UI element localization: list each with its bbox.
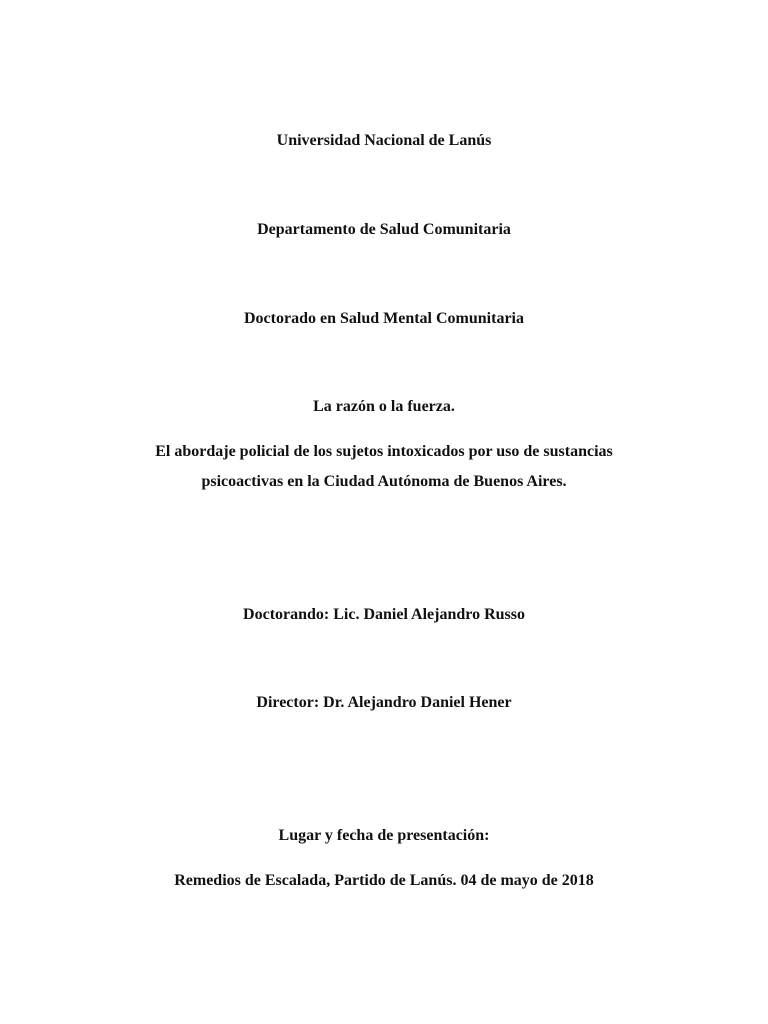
director-name: Director: Dr. Alejandro Daniel Hener <box>256 694 512 711</box>
university-name: Universidad Nacional de Lanús <box>276 132 492 149</box>
thesis-subtitle-line-2: psicoactivas en la Ciudad Autónoma de Buenos Aires. <box>201 473 567 490</box>
department-name: Departamento de Salud Comunitaria <box>257 221 511 238</box>
candidate-name: Doctorando: Lic. Daniel Alejandro Russo <box>243 606 525 623</box>
place-date-label: Lugar y fecha de presentación: <box>278 827 490 844</box>
thesis-subtitle-line-1: El abordaje policial de los sujetos intoxicados por uso de sustancias <box>155 443 613 460</box>
thesis-title: La razón o la fuerza. <box>313 398 455 415</box>
program-name: Doctorado en Salud Mental Comunitaria <box>244 310 524 327</box>
place-date: Remedios de Escalada, Partido de Lanús. 04 de mayo de 2018 <box>174 872 594 889</box>
